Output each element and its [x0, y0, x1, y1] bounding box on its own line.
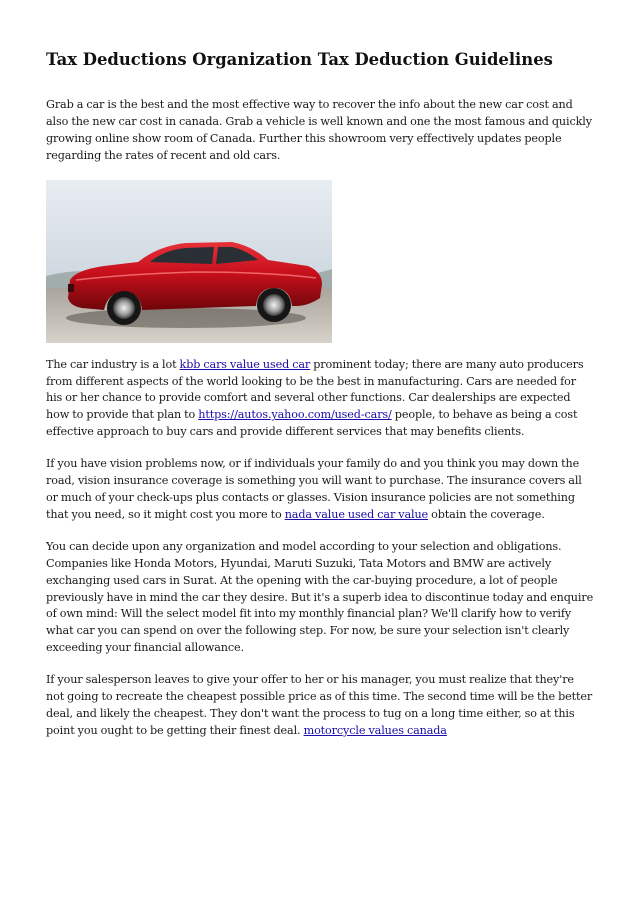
paragraph-5 — [46, 672, 594, 740]
paragraph-2-text-1: The car industry is a lot — [46, 357, 180, 371]
link-motorcycle-values[interactable]: motorcycle values canada — [303, 723, 447, 737]
link-kbb-cars-value[interactable]: kbb cars value used car — [179, 357, 311, 371]
paragraph-4: You can decide upon any organization and model according to your selection and obligations. Companies like Honda Motors, Hyundai, Maruti Suzuki, Tata Motors and BMW are actively exchanging used cars in Surat. At the opening with the car-buying procedure, a lot of people previously have in mind the car they desire. But it's a superb idea to discontinue today and enquire of own mind: Will the select model fit into my monthly financial plan? We'll clarify how to verify what car you can spend on over the following step. For now, be sure your selection isn't clearly exceeding your financial allowance. — [46, 539, 594, 655]
link-nada-value[interactable]: nada value used car value — [284, 507, 429, 521]
car-photo-icon — [46, 180, 332, 343]
paragraph-3-text-2: obtain the coverage. — [428, 507, 545, 521]
paragraph-3 — [46, 456, 594, 524]
link-yahoo-used-cars[interactable]: https://autos.yahoo.com/used-cars/ — [198, 408, 392, 422]
paragraph-5-text-1: If your salesperson leaves to give your offer to her or his manager, you must realize that they're not going to recreate the cheapest possible price as of this time. The second time will be the better deal, and likely the cheapest. They don't want the process to tug on a long time either, so at this point you ought to be getting their finest deal. — [46, 673, 593, 737]
document-page — [46, 48, 594, 755]
paragraph-2 — [46, 357, 594, 442]
paragraph-2-text-2: prominent today; there are many auto producers from different aspects of the world looking to be the best in manufacturing. Cars are needed for his or her chance to provide comfort and several other functions. Car dealerships are expected how to provide that plan to — [46, 357, 584, 422]
car-photo — [46, 180, 332, 343]
paragraph-1: Grab a car is the best and the most effective way to recover the info about the new car cost and also the new car cost in canada. Grab a vehicle is well known and one the most famous and quickly growing online show room of Canada. Further this showroom very effectively updates people regarding the rates of recent and old cars. — [46, 98, 592, 162]
paragraph-2-text-3: people, to behave as being a cost effective approach to buy cars and provide different services that may benefits clients. — [46, 408, 578, 439]
paragraph-3-text-1: If you have vision problems now, or if individuals your family do and you think you may down the road, vision insurance coverage is something you will want to purchase. The insurance covers all or much of your check-ups plus contacts or glasses. Vision insurance policies are not something that you need, so it might cost you more to — [46, 457, 582, 521]
page-title: Tax Deductions Organization Tax Deduction Guidelines — [46, 50, 553, 69]
